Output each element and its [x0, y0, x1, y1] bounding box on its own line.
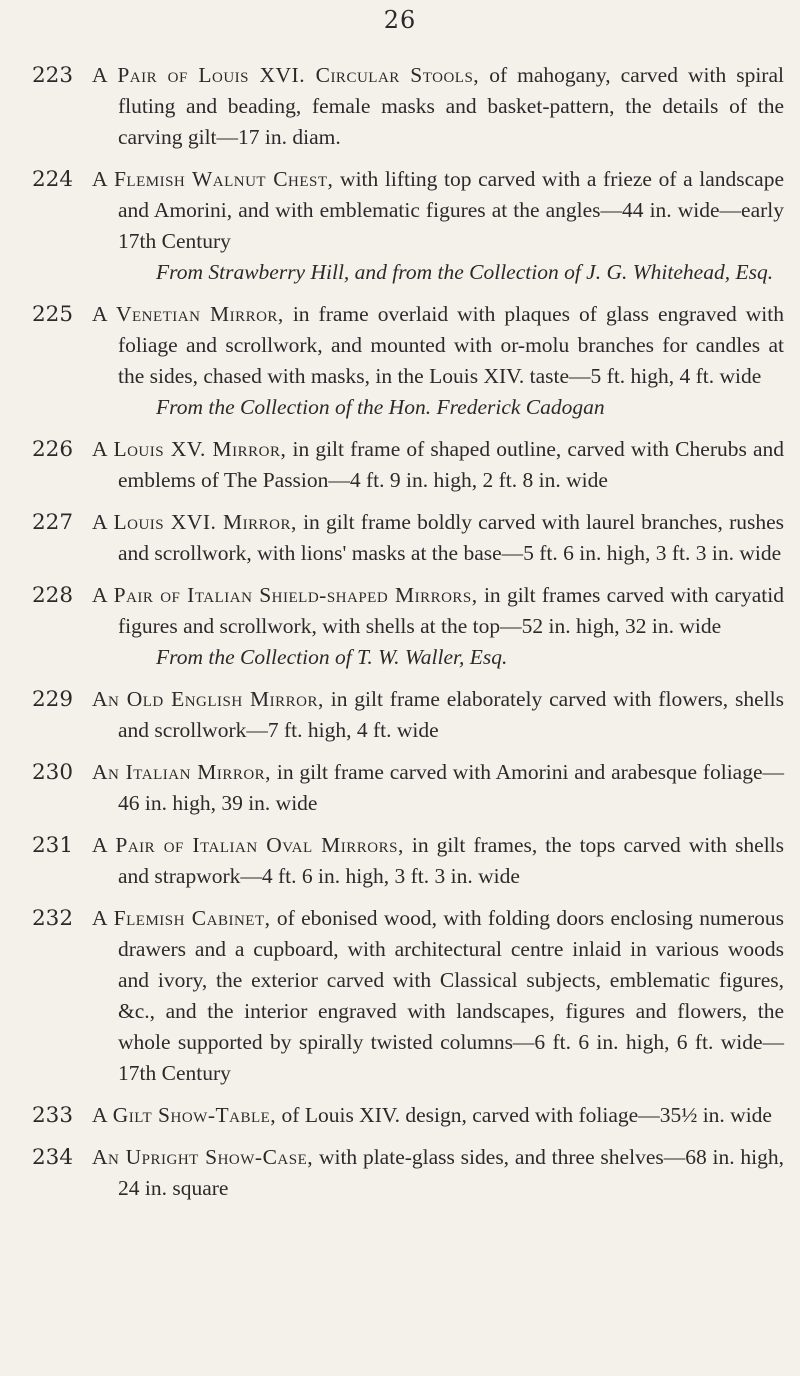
lot-number: 232	[32, 906, 74, 931]
lot-description	[92, 434, 784, 496]
lot-description	[92, 1100, 784, 1131]
lot-entry	[32, 507, 784, 569]
lot-number: 223	[32, 63, 74, 88]
lot-title: A Louis XVI. Mirror,	[92, 510, 297, 534]
lot-number: 227	[32, 510, 74, 535]
lot-number: 225	[32, 302, 74, 327]
lot-number: 231	[32, 833, 74, 858]
lot-entry	[32, 299, 784, 423]
lot-entry	[32, 757, 784, 819]
lot-provenance: From the Collection of the Hon. Frederick Cadogan	[156, 395, 605, 419]
lot-body: in gilt frames, the tops carved with shells and strapwork—4 ft. 6 in. high, 3 ft. 3 in. wide	[118, 833, 785, 888]
lot-description	[92, 580, 784, 673]
lot-provenance: From Strawberry Hill, and from the Collection of J. G. Whitehead, Esq.	[156, 260, 774, 284]
lot-number: 228	[32, 583, 74, 608]
lot-description	[92, 299, 784, 423]
lot-description	[92, 830, 784, 892]
lot-body: in gilt frame carved with Amorini and arabesque foliage—46 in. high, 39 in. wide	[118, 760, 785, 815]
lot-body: in gilt frame elaborately carved with flowers, shells and scrollwork—7 ft. high, 4 ft. wide	[118, 687, 784, 742]
lot-number: 226	[32, 437, 74, 462]
lot-title: A Pair of Italian Oval Mirrors,	[92, 833, 404, 857]
lot-body: with plate-glass sides, and three shelves—68 in. high, 24 in. square	[118, 1145, 785, 1200]
lot-title: A Gilt Show-Table,	[92, 1103, 277, 1127]
lot-body: of Louis XIV. design, carved with foliage—35½ in. wide	[281, 1103, 772, 1127]
lot-entry	[32, 684, 784, 746]
lot-entry	[32, 434, 784, 496]
lot-entry	[32, 830, 784, 892]
lot-body: in frame overlaid with plaques of glass engraved with foliage and scrollwork, and mounted with or-molu branches for candles at the sides, chased with masks, in the Louis XIV. taste—5 ft. high, 4 ft. wide	[118, 302, 784, 388]
lot-body: in gilt frames carved with caryatid figures and scrollwork, with shells at the top—52 in. high, 32 in. wide	[118, 583, 784, 638]
lot-title: A Pair of Italian Shield-shaped Mirrors,	[92, 583, 478, 607]
lot-title: An Upright Show-Case,	[92, 1145, 314, 1169]
lot-entry	[32, 1142, 784, 1204]
lot-description	[92, 164, 784, 288]
lot-entry	[32, 903, 784, 1089]
lot-title: A Flemish Walnut Chest,	[92, 167, 334, 191]
lot-number: 229	[32, 687, 74, 712]
lot-description	[92, 1142, 784, 1204]
lot-provenance: From the Collection of T. W. Waller, Esq.	[156, 645, 508, 669]
lot-list	[32, 60, 784, 1215]
lot-body: of mahogany, carved with spiral fluting and beading, female masks and basket-pattern, the details of the carving gilt—17 in. diam.	[118, 63, 784, 149]
lot-body: in gilt frame of shaped outline, carved with Cherubs and emblems of The Passion—4 ft. 9 in. high, 2 ft. 8 in. wide	[118, 437, 785, 492]
lot-description	[92, 507, 784, 569]
lot-number: 233	[32, 1103, 74, 1128]
lot-title: An Old English Mirror,	[92, 687, 324, 711]
lot-title: An Italian Mirror,	[92, 760, 272, 784]
lot-title: A Flemish Cabinet,	[92, 906, 271, 930]
lot-description	[92, 903, 784, 1089]
lot-entry	[32, 1100, 784, 1131]
lot-entry	[32, 580, 784, 673]
page-number: 26	[383, 6, 417, 34]
lot-description	[92, 60, 784, 153]
lot-entry	[32, 164, 784, 288]
lot-body: with lifting top carved with a frieze of a landscape and Amorini, and with emblematic figures at the angles—44 in. wide—early 17th Century	[118, 167, 785, 253]
lot-description	[92, 757, 784, 819]
lot-body: of ebonised wood, with folding doors enclosing numerous drawers and a cupboard, with architectural centre inlaid in various woods and ivory, the exterior carved with Classical subjects, emblematic figures, &c., and the interior engraved with landscapes, figures and flowers, the whole supported by spirally twisted columns—6 ft. 6 in. high, 6 ft. wide—17th Century	[118, 906, 784, 1085]
lot-number: 230	[32, 760, 74, 785]
lot-number: 224	[32, 167, 74, 192]
lot-entry	[32, 60, 784, 153]
lot-body: in gilt frame boldly carved with laurel branches, rushes and scrollwork, with lions' masks at the base—5 ft. 6 in. high, 3 ft. 3 in. wide	[118, 510, 785, 565]
lot-title: A Venetian Mirror,	[92, 302, 284, 326]
lot-description	[92, 684, 784, 746]
lot-number: 234	[32, 1145, 74, 1170]
lot-title: A Louis XV. Mirror,	[92, 437, 287, 461]
lot-title: A Pair of Louis XVI. Circular Stools,	[92, 63, 480, 87]
